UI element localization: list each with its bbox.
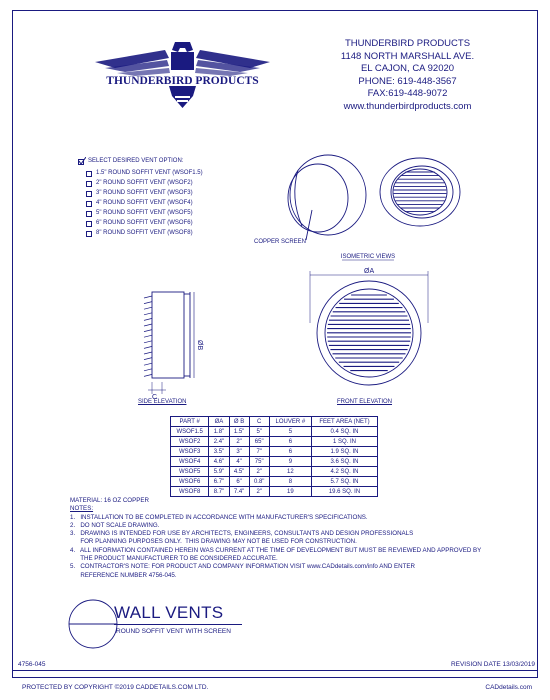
louver-line <box>144 324 152 326</box>
company-info <box>300 38 515 113</box>
option-row[interactable] <box>86 189 248 199</box>
table-cell: WSOF6 <box>171 477 209 487</box>
table-header-row <box>171 417 378 427</box>
table-header-cell: Ø B <box>229 417 249 427</box>
table-cell: 0.8" <box>249 477 269 487</box>
option-row[interactable] <box>86 199 248 209</box>
table-cell: 2" <box>229 437 249 447</box>
option-checkbox[interactable] <box>86 181 92 187</box>
table-cell: 9 <box>269 457 311 467</box>
table-cell: 1 SQ. IN <box>312 437 378 447</box>
note-line: THE PRODUCT MANUFACTURER TO BE CONSIDERED ACCURATE. <box>70 555 278 563</box>
check-icon <box>78 157 86 165</box>
table-cell: 6 <box>269 447 311 457</box>
louver-line <box>144 374 152 376</box>
table-cell: 6 <box>269 437 311 447</box>
table-cell: 5.9" <box>209 467 229 477</box>
title-underline <box>114 624 242 625</box>
table-cell: 7.4" <box>229 487 249 497</box>
louver-line <box>144 335 152 337</box>
note-line: 1. INSTALLATION TO BE COMPLETED IN ACCORDANCE WITH MANUFACTURER'S SPECIFICATIONS. <box>70 513 368 521</box>
copper-screen-label: COPPER SCREEN <box>254 239 307 245</box>
reference-number: 4756-045 <box>18 661 46 668</box>
table-header-cell: FEET AREA (NET) <box>312 417 378 427</box>
table-header-cell: C <box>249 417 269 427</box>
dim-b-label: ØB <box>196 340 203 351</box>
louver-line <box>144 358 152 360</box>
table-cell: 1.5" <box>229 427 249 437</box>
options-header: SELECT DESIRED VENT OPTION: <box>88 158 184 165</box>
louver-line <box>144 302 152 304</box>
revision-date: REVISION DATE 13/03/2019 <box>450 661 535 668</box>
table-cell: 4.2 SQ. IN <box>312 467 378 477</box>
copyright: PROTECTED BY COPYRIGHT ©2019 CADDETAILS.COM LTD. <box>22 684 209 691</box>
option-checkbox[interactable] <box>86 191 92 197</box>
note-line: 4. ALL INFORMATION CONTAINED HEREIN WAS CURRENT AT THE TIME OF DEVELOPMENT BUT MUST BE REVIEWED AND APPROVED BY <box>70 546 482 554</box>
note-line: 3. DRAWING IS INTENDED FOR USE BY ARCHITECTS, ENGINEERS, CONSULTANTS AND DESIGN PROFESSIONALS <box>70 530 414 538</box>
footer-divider <box>12 670 538 671</box>
table-cell: 19.6 SQ. IN <box>312 487 378 497</box>
louver-line <box>144 318 152 320</box>
drawing-subtitle: ROUND SOFFIT VENT WITH SCREEN <box>116 628 231 635</box>
dim-c-label: C <box>152 394 158 401</box>
option-checkbox[interactable] <box>86 201 92 207</box>
table-row <box>171 427 378 437</box>
company-address: 1148 NORTH MARSHALL AVE. <box>340 50 475 62</box>
table-header-cell: PART # <box>171 417 209 427</box>
option-label: 3" ROUND SOFFIT VENT (WSOF3) <box>96 190 193 197</box>
option-checkbox[interactable] <box>86 221 92 227</box>
title-circle <box>67 598 119 650</box>
table-cell: 4.6" <box>209 457 229 467</box>
table-row <box>171 457 378 467</box>
spec-table <box>170 416 378 497</box>
table-row <box>171 477 378 487</box>
thunderbird-logo <box>95 38 270 118</box>
front-elevation <box>300 263 435 398</box>
table-cell: 3" <box>229 447 249 457</box>
notes-heading: NOTES: <box>70 505 94 513</box>
table-cell: 12 <box>269 467 311 477</box>
company-city: EL CAJON, CA 92020 <box>360 63 455 74</box>
table-cell: WSOF4 <box>171 457 209 467</box>
side-louvers <box>144 296 152 376</box>
notes-lines <box>70 514 510 580</box>
table-cell: 6" <box>229 477 249 487</box>
louver-line <box>144 341 152 343</box>
louver-line <box>144 330 152 332</box>
drawing-title: WALL VENTS <box>114 603 224 622</box>
option-row[interactable] <box>86 179 248 189</box>
option-label: 4" ROUND SOFFIT VENT (WSOF4) <box>96 200 193 207</box>
option-checkbox[interactable] <box>86 211 92 217</box>
table-cell: 5 <box>269 427 311 437</box>
option-checkbox[interactable] <box>86 231 92 237</box>
vent-options <box>78 157 248 239</box>
table-cell: WSOF5 <box>171 467 209 477</box>
table-row <box>171 467 378 477</box>
table-cell: 1.9 SQ. IN <box>312 447 378 457</box>
option-checkbox[interactable] <box>86 171 92 177</box>
louver-line <box>144 313 152 315</box>
table-cell: WSOF8 <box>171 487 209 497</box>
louver-line <box>144 307 152 309</box>
table-cell: 8 <box>269 477 311 487</box>
table-cell: 75" <box>249 457 269 467</box>
isometric-views <box>240 150 480 265</box>
table-cell: 2.4" <box>209 437 229 447</box>
table-cell: WSOF1.5 <box>171 427 209 437</box>
side-elevation <box>130 278 220 408</box>
material-note: MATERIAL: 16 OZ COPPER <box>70 497 149 504</box>
table-cell: 8.7" <box>209 487 229 497</box>
header-checkbox[interactable] <box>78 159 84 165</box>
table-row <box>171 447 378 457</box>
front-louvers <box>327 295 411 371</box>
table-cell: 4" <box>229 457 249 467</box>
table-header-cell: ØA <box>209 417 229 427</box>
table-row <box>171 487 378 497</box>
louver-line <box>144 296 152 298</box>
company-name: THUNDERBIRD PRODUCTS <box>344 38 471 49</box>
table-cell: 65" <box>249 437 269 447</box>
table-cell: 2" <box>249 467 269 477</box>
table-cell: 2" <box>249 487 269 497</box>
brand-link[interactable]: CADdetails.com <box>485 684 532 691</box>
louver-line <box>144 352 152 354</box>
option-row[interactable] <box>86 209 248 219</box>
table-cell: 6.7" <box>209 477 229 487</box>
louver-line <box>144 369 152 371</box>
company-phone: PHONE: 619-448-3567 <box>358 75 457 87</box>
note-line: REFERENCE NUMBER 4756-045. <box>70 571 177 579</box>
table-cell: 19 <box>269 487 311 497</box>
note-line: FOR PLANNING PURPOSES ONLY. THIS DRAWING MAY NOT BE USED FOR CONSTRUCTION. <box>70 538 357 546</box>
table-cell: WSOF2 <box>171 437 209 447</box>
option-label: 6" ROUND SOFFIT VENT (WSOF6) <box>96 220 193 227</box>
table-cell: 4.5" <box>229 467 249 477</box>
side-elevation-title: SIDE ELEVATION <box>138 399 187 405</box>
option-label: 2" ROUND SOFFIT VENT (WSOF2) <box>96 180 193 187</box>
table-row <box>171 437 378 447</box>
option-row[interactable] <box>86 169 248 179</box>
table-cell: 3.5" <box>209 447 229 457</box>
table-cell: 0.4 SQ. IN <box>312 427 378 437</box>
isometric-views-label: ISOMETRIC VIEWS <box>340 254 396 260</box>
option-row[interactable] <box>86 229 248 239</box>
table-cell: 3.6 SQ. IN <box>312 457 378 467</box>
note-line: 2. DO NOT SCALE DRAWING. <box>70 521 160 529</box>
table-cell: 1.8" <box>209 427 229 437</box>
notes-block <box>70 497 510 580</box>
option-label: 8" ROUND SOFFIT VENT (WSOF8) <box>96 230 193 237</box>
table-cell: 7" <box>249 447 269 457</box>
option-label: 1.5" ROUND SOFFIT VENT (WSOF1.5) <box>96 170 203 177</box>
logo-text: THUNDERBIRD PRODUCTS <box>106 75 259 87</box>
company-fax: FAX:619-448-9072 <box>367 88 448 99</box>
table-cell: 5" <box>249 427 269 437</box>
louver-line <box>144 346 152 348</box>
dim-a-label: ØA <box>364 268 375 275</box>
company-website[interactable]: www.thunderbirdproducts.com <box>343 100 472 112</box>
option-row[interactable] <box>86 219 248 229</box>
iso-louvers <box>394 172 447 212</box>
front-elevation-title: FRONT ELEVATION <box>337 399 393 405</box>
louver-line <box>144 363 152 365</box>
option-label: 5" ROUND SOFFIT VENT (WSOF5) <box>96 210 193 217</box>
table-cell: 5.7 SQ. IN <box>312 477 378 487</box>
table-cell: WSOF3 <box>171 447 209 457</box>
note-line: 5. CONTRACTOR'S NOTE: FOR PRODUCT AND COMPANY INFORMATION VISIT www.CADdetails.com/info AND ENTER <box>70 563 415 571</box>
table-header-cell: LOUVER # <box>269 417 311 427</box>
